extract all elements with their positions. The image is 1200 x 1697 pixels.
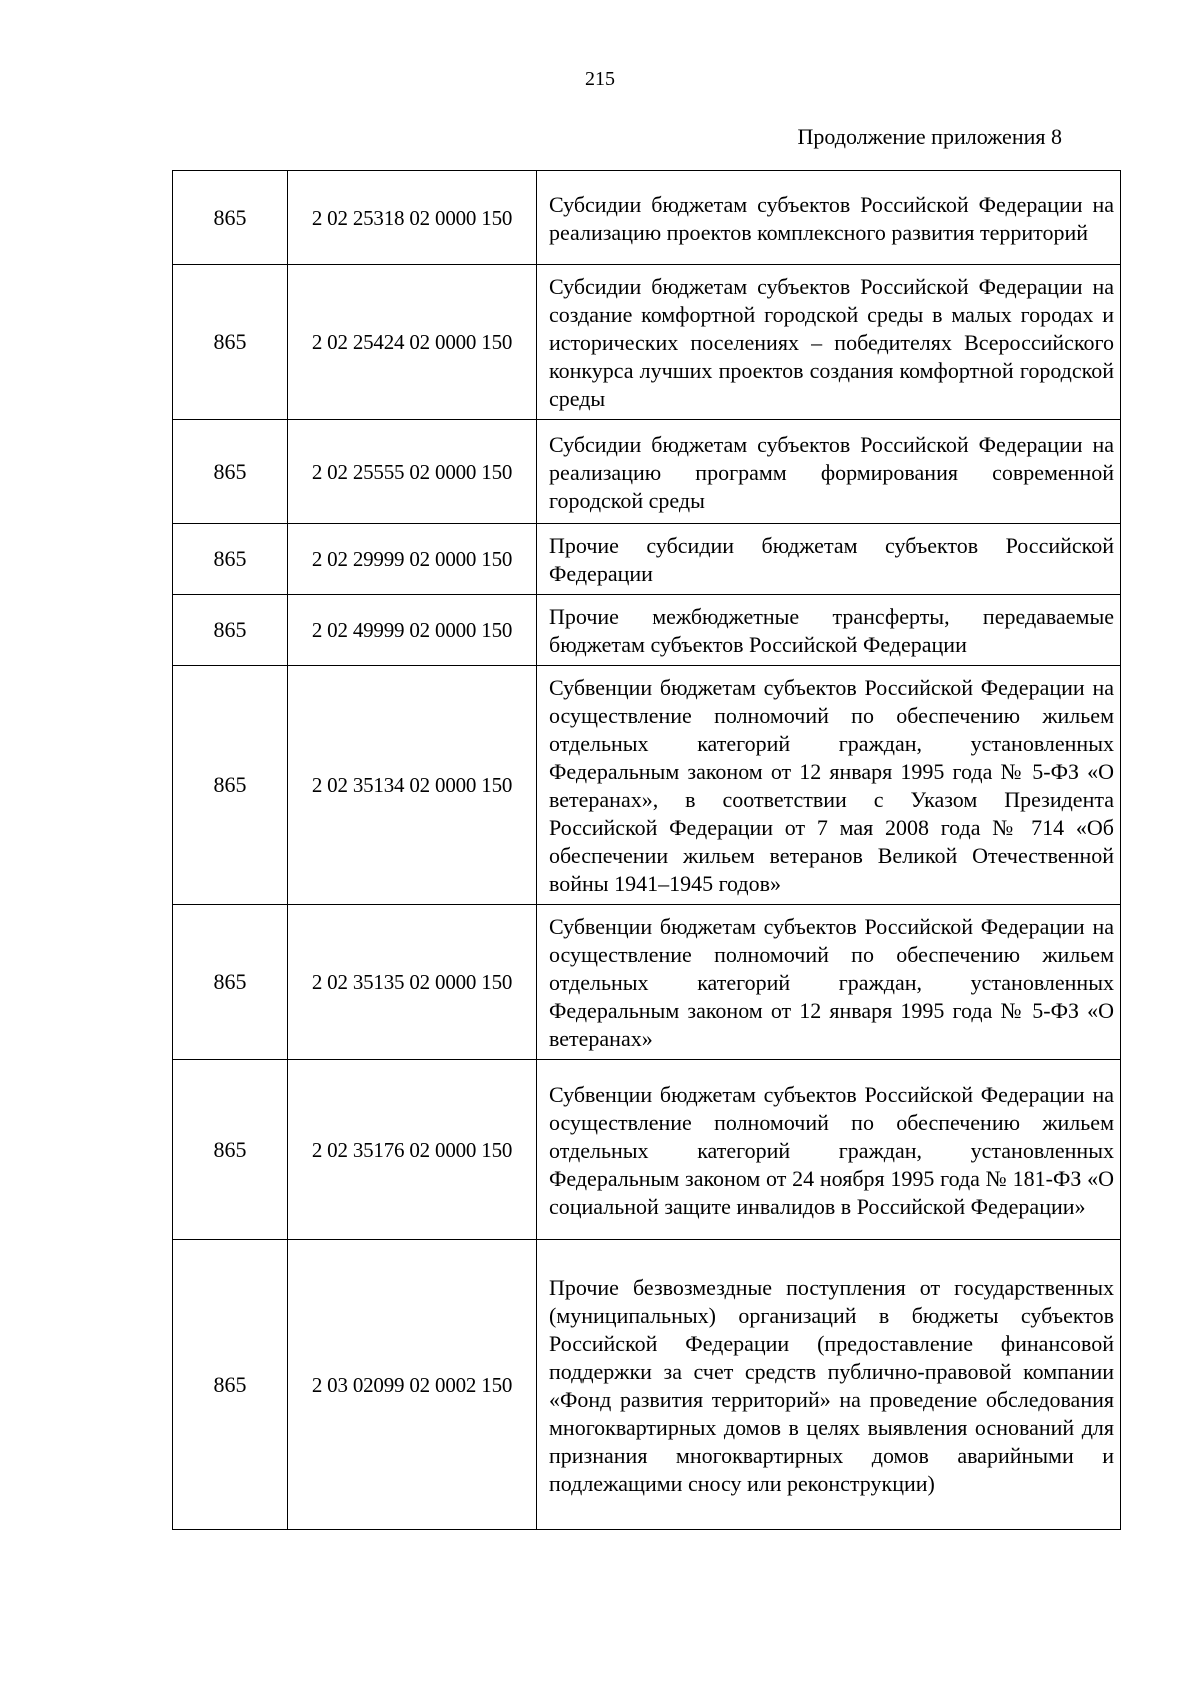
admin-code-cell: 865 [173, 595, 288, 666]
table-row [173, 1240, 1121, 1530]
budget-code-cell: 2 02 29999 02 0000 150 [288, 524, 537, 595]
description-cell: Субсидии бюджетам субъектов Российской Федерации на реализацию программ формирования современной городской среды [537, 420, 1121, 524]
admin-code-cell: 865 [173, 524, 288, 595]
description-cell: Прочие безвозмездные поступления от государственных (муниципальных) организаций в бюджеты субъектов Российской Федерации (предоставление финансовой поддержки за счет средств публично-правовой компании «Фонд развития территорий» на проведение обследования многоквартирных домов в целях выявления оснований для признания многоквартирных домов аварийными и подлежащими сносу или реконструкции) [537, 1240, 1121, 1530]
budget-code-cell: 2 02 35134 02 0000 150 [288, 666, 537, 905]
table-row [173, 524, 1121, 595]
table-row [173, 171, 1121, 265]
admin-code-cell: 865 [173, 171, 288, 265]
admin-code-cell: 865 [173, 265, 288, 420]
table-row [173, 595, 1121, 666]
budget-code-cell: 2 02 35135 02 0000 150 [288, 905, 537, 1060]
admin-code-cell: 865 [173, 1240, 288, 1530]
table-row [173, 265, 1121, 420]
description-cell: Субсидии бюджетам субъектов Российской Федерации на реализацию проектов комплексного развития территорий [537, 171, 1121, 265]
admin-code-cell: 865 [173, 905, 288, 1060]
description-cell: Прочие межбюджетные трансферты, передаваемые бюджетам субъектов Российской Федерации [537, 595, 1121, 666]
description-cell: Субвенции бюджетам субъектов Российской Федерации на осуществление полномочий по обеспечению жильем отдельных категорий граждан, установленных Федеральным законом от 12 января 1995 года № 5-ФЗ «О ветеранах» [537, 905, 1121, 1060]
table-row [173, 420, 1121, 524]
admin-code-cell: 865 [173, 420, 288, 524]
description-cell: Прочие субсидии бюджетам субъектов Российской Федерации [537, 524, 1121, 595]
description-cell: Субвенции бюджетам субъектов Российской Федерации на осуществление полномочий по обеспечению жильем отдельных категорий граждан, установленных Федеральным законом от 12 января 1995 года № 5-ФЗ «О ветеранах», в соответствии с Указом Президента Российской Федерации от 7 мая 2008 года № 714 «Об обеспечении жильем ветеранов Великой Отечественной войны 1941–1945 годов» [537, 666, 1121, 905]
budget-code-cell: 2 02 35176 02 0000 150 [288, 1060, 537, 1240]
budget-code-cell: 2 03 02099 02 0002 150 [288, 1240, 537, 1530]
description-cell: Субсидии бюджетам субъектов Российской Федерации на создание комфортной городской среды в малых городах и исторических поселениях – победителях Всероссийского конкурса лучших проектов создания комфортной городской среды [537, 265, 1121, 420]
table-row [173, 905, 1121, 1060]
admin-code-cell: 865 [173, 1060, 288, 1240]
page-number: 215 [585, 68, 615, 90]
table-row [173, 1060, 1121, 1240]
description-cell: Субвенции бюджетам субъектов Российской Федерации на осуществление полномочий по обеспечению жильем отдельных категорий граждан, установленных Федеральным законом от 24 ноября 1995 года № 181-ФЗ «О социальной защите инвалидов в Российской Федерации» [537, 1060, 1121, 1240]
budget-code-cell: 2 02 49999 02 0000 150 [288, 595, 537, 666]
budget-code-cell: 2 02 25555 02 0000 150 [288, 420, 537, 524]
continuation-label: Продолжение приложения 8 [797, 124, 1062, 149]
admin-code-cell: 865 [173, 666, 288, 905]
budget-code-cell: 2 02 25424 02 0000 150 [288, 265, 537, 420]
table-row [173, 666, 1121, 905]
revenue-codes-table [172, 170, 1121, 1530]
budget-code-cell: 2 02 25318 02 0000 150 [288, 171, 537, 265]
